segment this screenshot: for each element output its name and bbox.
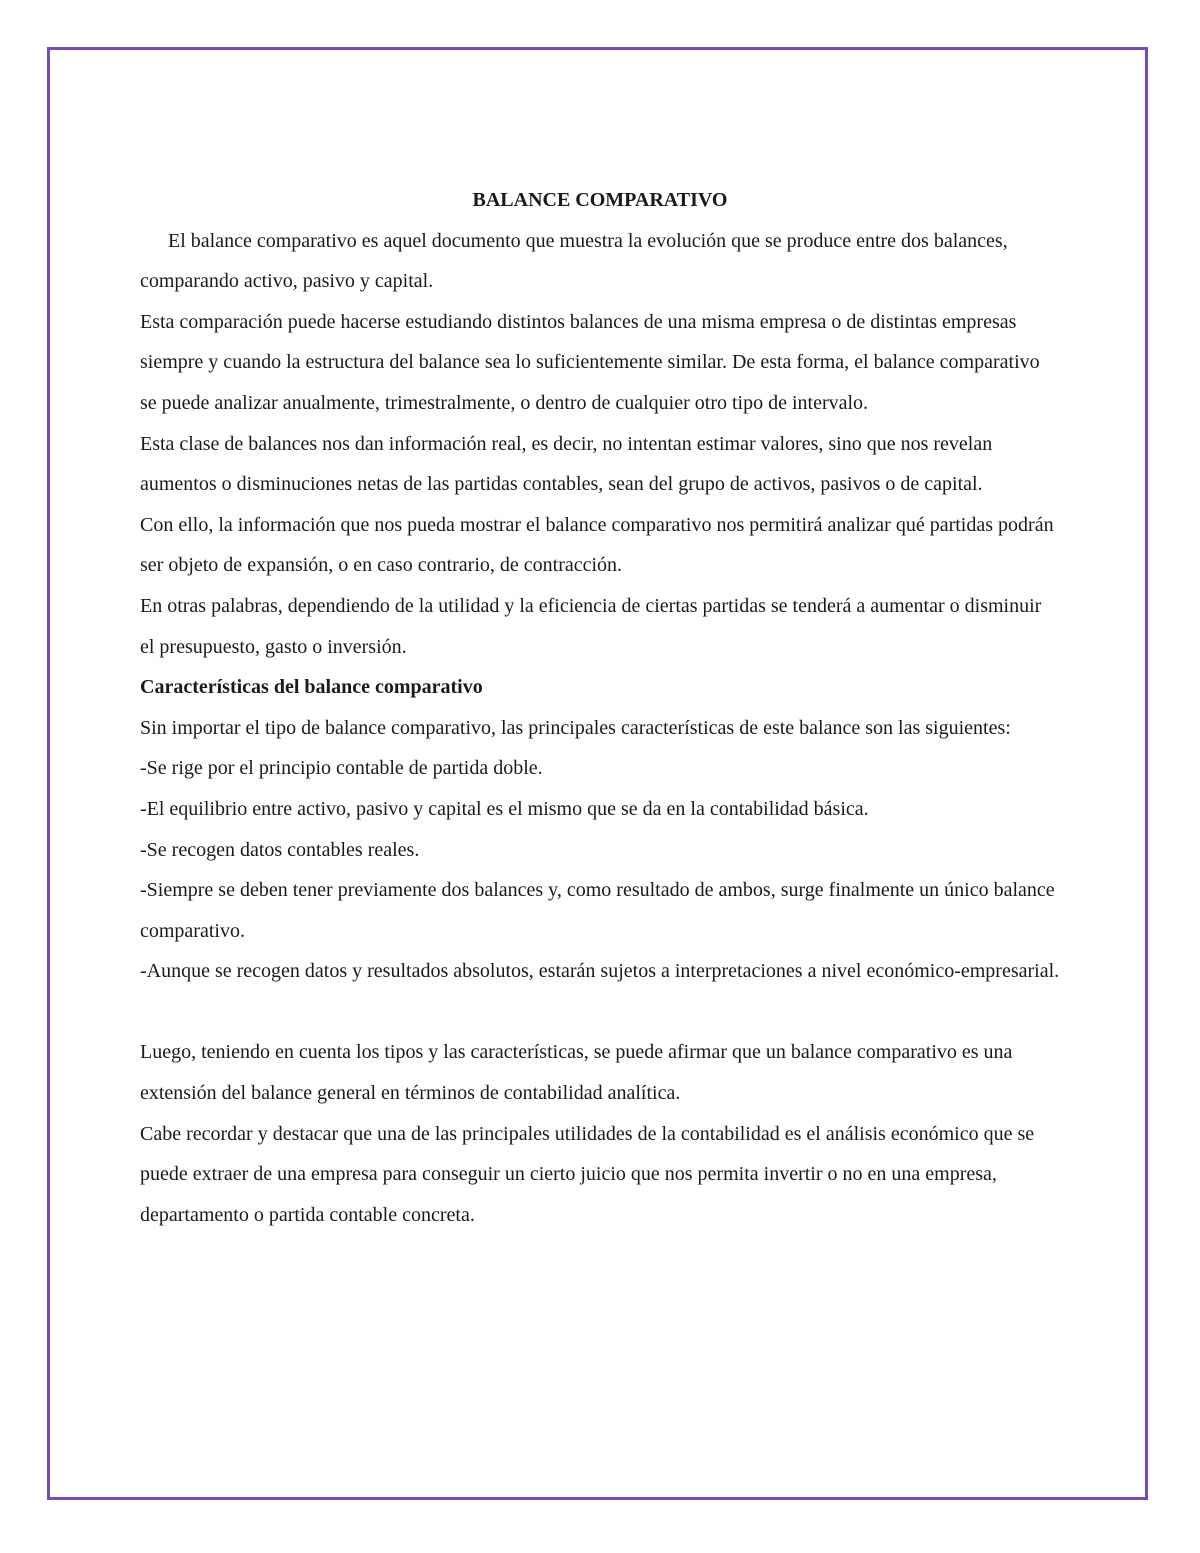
characteristic-item: -Aunque se recogen datos y resultados absolutos, estarán sujetos a interpretaciones a nivel económico-empresarial. — [140, 960, 1060, 983]
paragraph: Esta comparación puede hacerse estudiando distintos balances de una misma empresa o de distintas empresas siempre y cuando la estructura del balance sea lo suficientemente similar. De esta forma, el balance comparativo se puede analizar anualmente, trimestralmente, o dentro de cualquier otro tipo de intervalo. — [140, 310, 1040, 414]
document-title: BALANCE COMPARATIVO — [472, 189, 728, 211]
intro-paragraph: El balance comparativo es aquel documento que muestra la evolución que se produce entre dos balances, comparando activo, pasivo y capital. — [140, 229, 1008, 293]
characteristic-item: -Se recogen datos contables reales. — [140, 838, 420, 861]
blank-line — [140, 992, 1060, 1033]
paragraph: Esta clase de balances nos dan información real, es decir, no intentan estimar valores, sino que nos revelan aumentos o disminuciones netas de las partidas contables, sean del grupo de activos, pasivos o de capital. — [140, 432, 993, 496]
characteristic-item: -El equilibrio entre activo, pasivo y capital es el mismo que se da en la contabilidad básica. — [140, 797, 869, 820]
characteristic-item: -Siempre se deben tener previamente dos balances y, como resultado de ambos, surge finalmente un único balance comparativo. — [140, 879, 1055, 942]
characteristics-intro: Sin importar el tipo de balance comparativo, las principales características de este balance son las siguientes: — [140, 716, 1011, 739]
paragraph: Con ello, la información que nos pueda mostrar el balance comparativo nos permitirá analizar qué partidas podrán ser objeto de expansión, o en caso contrario, de contracción. — [140, 513, 1054, 577]
closing-paragraph: Luego, teniendo en cuenta los tipos y las características, se puede afirmar que un balance comparativo es una extensión del balance general en términos de contabilidad analítica. — [140, 1041, 1013, 1105]
paragraph: En otras palabras, dependiendo de la utilidad y la eficiencia de ciertas partidas se tenderá a aumentar o disminuir el presupuesto, gasto o inversión. — [140, 594, 1042, 658]
characteristic-item: -Se rige por el principio contable de partida doble. — [140, 757, 543, 780]
closing-paragraph: Cabe recordar y destacar que una de las principales utilidades de la contabilidad es el análisis económico que se puede extraer de una empresa para conseguir un cierto juicio que nos permita invertir o no en una empresa, departamento o partida contable concreta. — [140, 1122, 1035, 1226]
document-body — [140, 180, 1060, 1235]
section-heading: Características del balance comparativo — [140, 676, 483, 699]
